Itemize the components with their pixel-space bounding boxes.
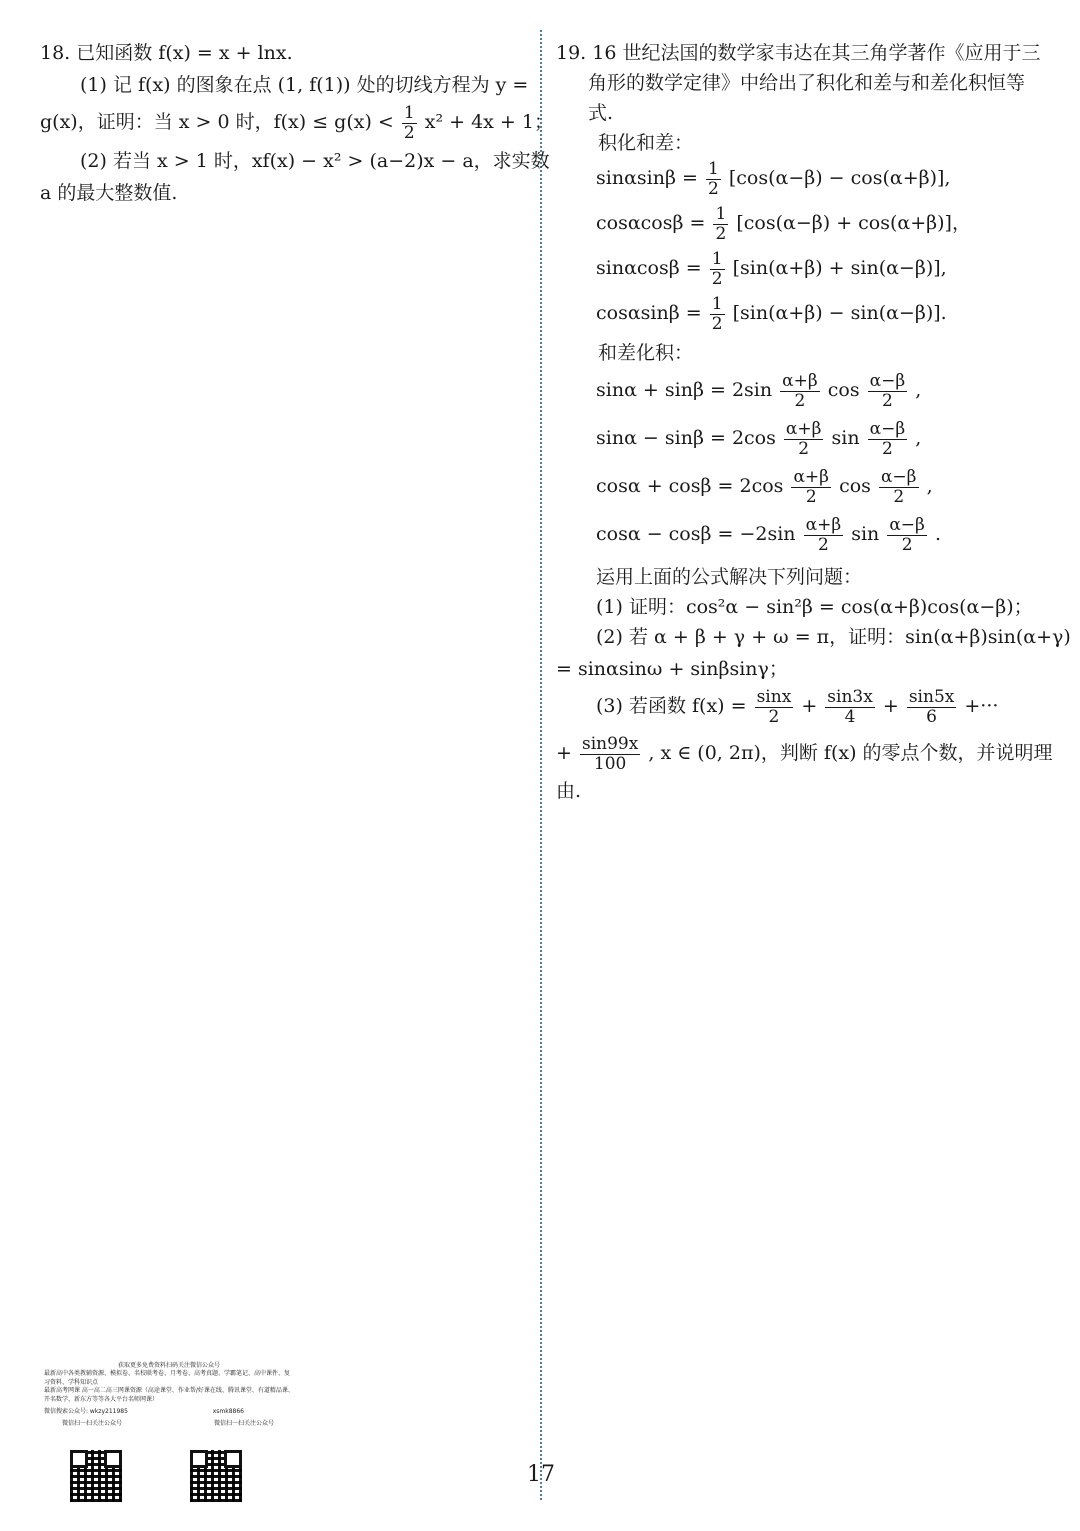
task-intro: 运用上面的公式解决下列问题：: [596, 566, 863, 588]
fraction-sin99x: $\frac{\sin 99x}{100}$: [581, 734, 639, 774]
q18-part1-text-a: g(x)，证明：当 x > 0 时，f(x) ≤ g(x) <: [40, 111, 400, 134]
q18-part2-line2: a 的最大整数值.: [40, 182, 178, 204]
q19-intro-line1: 19. 16 世纪法国的数学家韦达在其三角学著作《应用于三: [556, 42, 1041, 64]
qr-code-icon[interactable]: [70, 1450, 122, 1502]
promo-scan-1: 微信扫一扫关注公众号: [62, 1420, 123, 1428]
heading-sum-to-product: 和差化积：: [598, 342, 694, 364]
column-divider: [540, 30, 542, 1500]
q19-intro-line3: 式.: [588, 102, 614, 124]
fraction-half: $\frac{1}{2}$: [403, 103, 415, 143]
formula-product-1: sinαsinβ = $\frac{1}{2}$ [cos(α−β) − cos(α+β)],: [596, 159, 951, 199]
promo-line-2: 最新高考网课 高一高二高三网课资源（高途课堂、作业帮/好课在线、腾讯课堂、有道精品课、开名数学、新东方等等各大平台名师网课）: [44, 1387, 294, 1403]
q18-part1-line1: (1) 记 f(x) 的图象在点 (1, f(1)) 处的切线方程为 y =: [80, 74, 529, 96]
promo-title: 获取更多免费资料扫码关注微信公众号: [117, 1362, 220, 1369]
fraction-sum-half: $\frac{\alpha+\beta}{2}$: [785, 419, 822, 459]
q19-intro-line2: 角形的数学定律》中给出了积化和差与和差化积恒等: [588, 72, 1026, 94]
formula-sum-3: cosα + cosβ = 2cos $\frac{\alpha+\beta}{2}$ cos $\frac{\alpha-\beta}{2}$ ,: [596, 467, 933, 507]
promo-line-1: 最新高中各类教辅资源、模拟卷、名校联考卷、月考卷、高考真题、学霸笔记、高中课件、复习资料、学科知识点: [44, 1370, 291, 1386]
promo-block: [44, 1362, 294, 1429]
promo-account-2: xsmk8866: [212, 1407, 244, 1415]
fraction-sum-half: $\frac{\alpha+\beta}{2}$: [793, 467, 830, 507]
fraction-diff-half: $\frac{\alpha-\beta}{2}$: [889, 515, 925, 555]
fraction-sum-half: $\frac{\alpha+\beta}{2}$: [782, 371, 818, 411]
fraction-diff-half: $\frac{\alpha-\beta}{2}$: [880, 467, 917, 507]
q18-stem: 18. 已知函数 f(x) = x + lnx.: [40, 42, 293, 64]
page-number: 17: [527, 1462, 555, 1487]
fraction-sinx: $\frac{\sin x}{2}$: [756, 687, 792, 727]
fraction-sin3x: $\frac{\sin 3x}{4}$: [827, 687, 873, 727]
fraction-half: $\frac{1}{2}$: [711, 294, 723, 334]
formula-product-4: cosαsinβ = $\frac{1}{2}$ [sin(α+β) − sin(α−β)].: [596, 294, 947, 334]
task-part-3-line1: (3) 若函数 f(x) = $\frac{\sin x}{2}$ + $\frac{\sin 3x}{4}$ + $\frac{\sin 5x}{6}$ +···: [596, 687, 999, 727]
qr-code-icon[interactable]: [190, 1450, 242, 1502]
fraction-sum-half: $\frac{\alpha+\beta}{2}$: [805, 515, 842, 555]
fraction-half: $\frac{1}{2}$: [715, 204, 727, 244]
task-part-2-line2: = sinαsinω + sinβsinγ；: [556, 658, 788, 680]
promo-scan-labels: [44, 1420, 294, 1428]
q18-part2-line1: (2) 若当 x > 1 时，xf(x) − x² > (a−2)x − a，求实数: [80, 150, 550, 172]
fraction-diff-half: $\frac{\alpha-\beta}{2}$: [869, 371, 906, 411]
formula-sum-2: sinα − sinβ = 2cos $\frac{\alpha+\beta}{2}$ sin $\frac{\alpha-\beta}{2}$ ,: [596, 419, 922, 459]
fraction-half: $\frac{1}{2}$: [711, 249, 723, 289]
formula-product-3: sinαcosβ = $\frac{1}{2}$ [sin(α+β) + sin(α−β)],: [596, 249, 947, 289]
promo-account-1: 微信搜索公众号: wkzy211985: [44, 1407, 128, 1415]
task-part-3-line3: 由.: [556, 780, 582, 802]
task-part-2-line1: (2) 若 α + β + γ + ω = π，证明：sin(α+β)sin(α+γ): [596, 626, 1071, 648]
q18-part1-line2: [40, 104, 553, 142]
formula-sum-1: sinα + sinβ = 2sin $\frac{\alpha+\beta}{2}$ cos $\frac{\alpha-\beta}{2}$ ,: [596, 371, 922, 411]
promo-scan-2: 微信扫一扫关注公众号: [213, 1420, 274, 1428]
promo-accounts: [44, 1408, 294, 1416]
formula-sum-4: cosα − cosβ = −2sin $\frac{\alpha+\beta}{2}$ sin $\frac{\alpha-\beta}{2}$ .: [596, 515, 941, 555]
task-part-3-line2: + $\frac{\sin 99x}{100}$ , x ∈ (0, 2π)，判断 f(x) 的零点个数，并说明理: [556, 734, 1053, 774]
heading-product-to-sum: 积化和差：: [598, 132, 694, 154]
fraction-sin5x: $\frac{\sin 5x}{6}$: [908, 687, 955, 727]
q18-part1-text-b: x² + 4x + 1；: [424, 111, 553, 134]
formula-product-2: cosαcosβ = $\frac{1}{2}$ [cos(α−β) + cos(α+β)]，: [596, 204, 971, 244]
fraction-diff-half: $\frac{\alpha-\beta}{2}$: [869, 419, 906, 459]
fraction-half: $\frac{1}{2}$: [707, 159, 719, 199]
task-part-1: (1) 证明：cos²α − sin²β = cos(α+β)cos(α−β)；: [596, 596, 1033, 618]
